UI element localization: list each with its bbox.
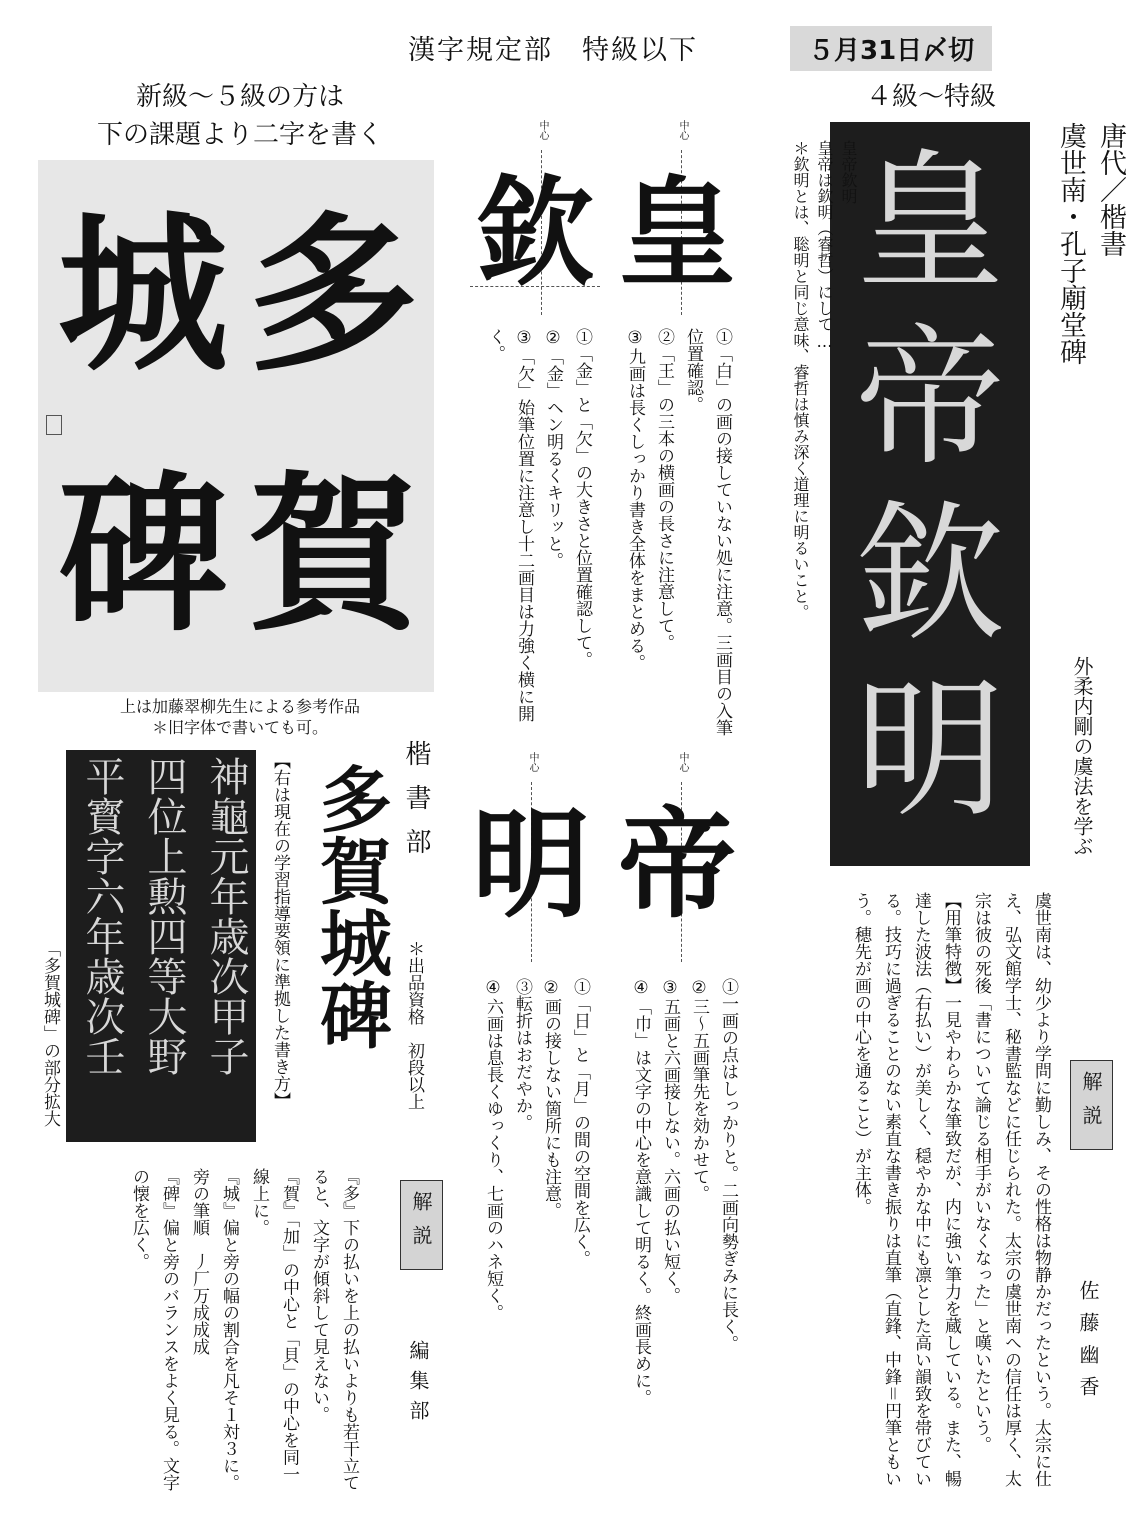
ref-caption-line1: 上は加藤翠柳先生による参考作品 <box>119 697 360 716</box>
note-kou-3: ③九画は長くしっかり書き全体をまとめる。 <box>625 328 645 671</box>
note-tei-1: ①一画の点はしっかりと。二画向勢ぎみに長く。 <box>718 978 738 1352</box>
note-kin-2: ②「金」ヘン明るくキリッと。 <box>543 328 563 569</box>
editor-line-5: 『碑』偏と旁のバランスをよく見る。文字の懐を広く。 <box>129 1168 179 1491</box>
note-kou-2: ②「王」の三本の横画の長さに注意して。 <box>654 328 674 651</box>
kaisetsu-label-editor: 解説 <box>400 1180 443 1270</box>
left-heading <box>40 78 440 154</box>
left-heading-line2: 下の課題より二字を書く <box>96 120 383 150</box>
note-mei-2: ②画の接しない箇所にも注意。 <box>541 978 561 1219</box>
note-mei-3: ③転折はおだやか。 <box>512 978 532 1131</box>
note-tei-4: ④「巾」は文字の中心を意識して明るく。終画長めに。 <box>631 978 651 1406</box>
model-char-kin: 欽 <box>475 163 594 302</box>
rubbing-char-1: 皇 <box>854 136 1005 310</box>
kaisho-chars <box>308 762 393 1050</box>
chushin-label-kou: 中心 <box>677 120 688 140</box>
ref-caption <box>40 696 440 738</box>
era: 唐代／楷書 <box>1095 122 1126 257</box>
deadline-badge: ５月31日〆切 <box>790 26 992 71</box>
model-char-kou: 皇 <box>617 163 736 302</box>
tagajo-rubbing <box>66 750 256 1142</box>
rubbing-image <box>830 122 1030 866</box>
notes-kin <box>476 328 596 738</box>
kaisetsu-label-sato: 解説 <box>1070 1060 1113 1150</box>
editor-line-4: 旁の筆順 丿厂万成成成 <box>189 1168 209 1355</box>
ref-char-ta: 多 <box>247 195 418 395</box>
note-mei-1: ①「日」と「月」の間の空間を広く。 <box>570 978 590 1267</box>
rubbing-col-3: 平寳字六年歳次壬 <box>79 756 125 1076</box>
note-kou-1: ①「白」の画の接していない処に注意。三画目の入筆位置確認。 <box>683 328 732 736</box>
meaning-note: ＊欽明とは、聡明と同じ意味、睿哲は慎み深く道理に明るいこと。 <box>791 140 810 620</box>
kaisho-char-jou: 城 <box>308 906 393 978</box>
author: 虞世南・孔子廟堂碑 <box>1055 122 1086 365</box>
notes-tei <box>618 978 742 1418</box>
note-tei-3: ③五画と六画接しない。六画の払い短く。 <box>660 978 680 1304</box>
chushin-label-kin: 中心 <box>537 120 548 140</box>
rubbing-col-1: 神龜元年歳次甲子 <box>203 756 249 1076</box>
ref-char-jou: 城 <box>57 195 228 395</box>
editor-line-2: 『賀』「加」の中心と「貝」の中心を同一線上に。 <box>249 1168 299 1483</box>
rubbing-char-3: 欽 <box>854 488 1005 662</box>
sato-feature: 【用筆特徴】一見やわらかな筆致だが、内に強い筆力を蔵している。また、暢達した波法（右払い）が美しく、穏やかな中にも凛とした高い韻致を帯びている。技巧に過ぎることのない素直な書き振りは直筆（直鋒、中鋒＝円筆ともいう。穂先が画の中心を通ること）が主体。 <box>851 892 961 1487</box>
left-heading-line1: 新級～５級の方は <box>135 82 344 112</box>
note-kin-1: ①「金」と「欠」の大きさと位置確認して。 <box>572 328 592 668</box>
sato-body: 虞世南は、幼少より学問に勤しみ、その性格は物静かだったという。太宗に仕え、弘文館学士、秘書監などに任じられた。太宗の虞世南への信任は厚く、太宗は彼の死後「書について論じる相手がいなくなった」と嘆いたという。 <box>971 892 1051 1487</box>
ref-caption-line2: ＊旧字体で書いても可。 <box>151 718 328 737</box>
ref-char-ga: 賀 <box>247 455 418 655</box>
title-caption: 皇帝欽明 <box>839 140 858 204</box>
qualification: ＊出品資格 初段以上 <box>404 940 424 1110</box>
kaisho-char-ta: 多 <box>308 762 393 834</box>
note-tei-2: ②三～五画筆先を効かせて。 <box>689 978 709 1202</box>
model-char-tei: 帝 <box>617 795 736 934</box>
editor-line-1: 『多』下の払いを上の払いよりも若干立てると、文字が傾斜して見えない。 <box>309 1168 359 1491</box>
page-title: 漢字規定部 特級以下 <box>408 35 698 66</box>
kaisho-char-ga: 賀 <box>308 834 393 906</box>
kaisho-char-hi: 碑 <box>308 978 393 1050</box>
rubbing-char-4: 明 <box>854 664 1005 838</box>
meaning-block <box>788 140 860 860</box>
notes-kou <box>625 328 736 738</box>
motto: 外柔内剛の虞法を学ぶ <box>1070 656 1094 856</box>
meaning: 皇帝は欽明（睿哲）にして… <box>815 140 834 351</box>
rubbing-col-2: 四位上勲四等大野 <box>141 756 187 1076</box>
kaisetsu-editor-by: 編集部 <box>406 1340 430 1430</box>
seal-stamp <box>46 415 62 435</box>
kaisetsu-sato-body <box>760 892 1056 1492</box>
chushin-label-mei: 中心 <box>527 752 538 772</box>
ref-char-hi: 碑 <box>57 455 228 655</box>
chushin-label-tei: 中心 <box>677 752 688 772</box>
notes-mei <box>470 978 594 1418</box>
editor-line-3: 『城』偏と旁の幅の割合を凡そ１対３に。 <box>219 1168 239 1491</box>
reference-artwork <box>38 160 434 692</box>
era-author <box>1050 122 1130 602</box>
note-mei-4: ④六画は息長くゆっくり、七画のハネ短く。 <box>483 978 503 1321</box>
kaisetsu-sato-by: 佐藤幽香 <box>1076 1280 1100 1408</box>
kaisho-dept-title: 楷書部 <box>401 740 431 872</box>
guideline-note: 【右は現在の学習指導要領に準拠した書き方】 <box>270 752 290 1109</box>
rubbing-char-2: 帝 <box>854 312 1005 486</box>
right-heading: ４級～特級 <box>866 82 997 112</box>
tagajo-caption: 「多賀城碑」の部分拡大 <box>40 940 60 1127</box>
kaisetsu-editor-body <box>68 1168 364 1498</box>
model-char-mei: 明 <box>471 795 590 934</box>
note-kin-3: ③「欠」始筆位置に注意し十二画目は力強く横に開く。 <box>485 328 534 722</box>
